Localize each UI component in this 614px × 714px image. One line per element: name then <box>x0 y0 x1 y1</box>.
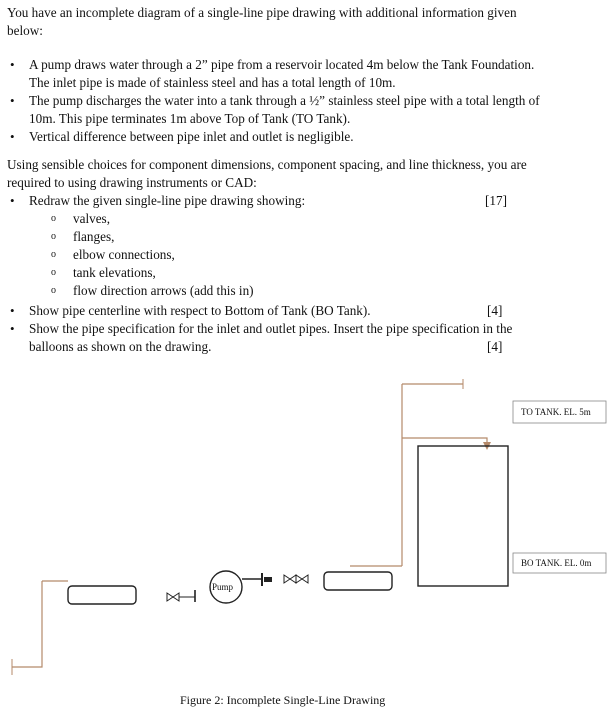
circle-bullet-icon: o <box>51 285 56 296</box>
bullet-icon: • <box>10 321 15 336</box>
task-1: Redraw the given single-line pipe drawing showing: <box>29 193 306 208</box>
inlet-pipe-balloon <box>68 586 136 604</box>
task-2: Show pipe centerline with respect to Bottom of Tank (BO Tank). <box>29 303 371 318</box>
outlet-pipe-balloon <box>324 572 392 590</box>
instructions-paragraph: Using sensible choices for component dimensions, component spacing, and line thickness, you are required to using drawing instruments or CAD: <box>7 157 527 190</box>
circle-bullet-icon: o <box>51 267 56 278</box>
sub-item-valves: valves, <box>73 211 110 226</box>
task-3-marks: [4] <box>487 339 503 354</box>
sub-item-tank-elevations: tank elevations, <box>73 265 156 280</box>
bo-tank-elevation-label: BO TANK. EL. 0m <box>521 558 592 568</box>
circle-bullet-icon: o <box>51 213 56 224</box>
bullet-icon: • <box>10 303 15 318</box>
sub-item-elbows: elbow connections, <box>73 247 175 262</box>
discharge-valve-icon <box>284 575 296 583</box>
discharge-check-valve-icon <box>296 575 308 583</box>
info-bullet-1: A pump draws water through a 2” pipe from a reservoir located 4m below the Tank Foundation. The inlet pipe is made of stainless steel and has a total length of 10m. <box>29 57 535 90</box>
bullet-icon: • <box>10 93 15 108</box>
figure-caption: Figure 2: Incomplete Single-Line Drawing <box>180 693 386 707</box>
pump-label: Pump <box>212 582 234 592</box>
task-1-marks: [17] <box>485 193 507 208</box>
circle-bullet-icon: o <box>51 231 56 242</box>
bullet-icon: • <box>10 193 15 208</box>
tank <box>418 446 508 586</box>
circle-bullet-icon: o <box>51 249 56 260</box>
info-bullet-2: The pump discharges the water into a tank through a ½” stainless steel pipe with a total length of 10m. This pipe terminates 1m above Top of Tank (TO Tank). <box>29 93 540 126</box>
sub-item-flanges: flanges, <box>73 229 115 244</box>
intro-paragraph: You have an incomplete diagram of a single-line pipe drawing with additional information given below: <box>7 5 517 38</box>
suction-pipe <box>12 581 42 667</box>
pipe-diagram <box>0 370 614 700</box>
info-bullet-3: Vertical difference between pipe inlet and outlet is negligible. <box>29 129 354 144</box>
bullet-icon: • <box>10 129 15 144</box>
bullet-icon: • <box>10 57 15 72</box>
suction-valve-icon <box>167 593 179 601</box>
to-tank-elevation-label: TO TANK. EL. 5m <box>521 407 591 417</box>
sub-item-flow-arrows: flow direction arrows (add this in) <box>73 283 254 298</box>
task-2-marks: [4] <box>487 303 503 318</box>
discharge-flange-block <box>264 577 272 582</box>
task-3: Show the pipe specification for the inlet and outlet pipes. Insert the pipe specification in the balloons as shown on the drawing. <box>29 321 513 354</box>
